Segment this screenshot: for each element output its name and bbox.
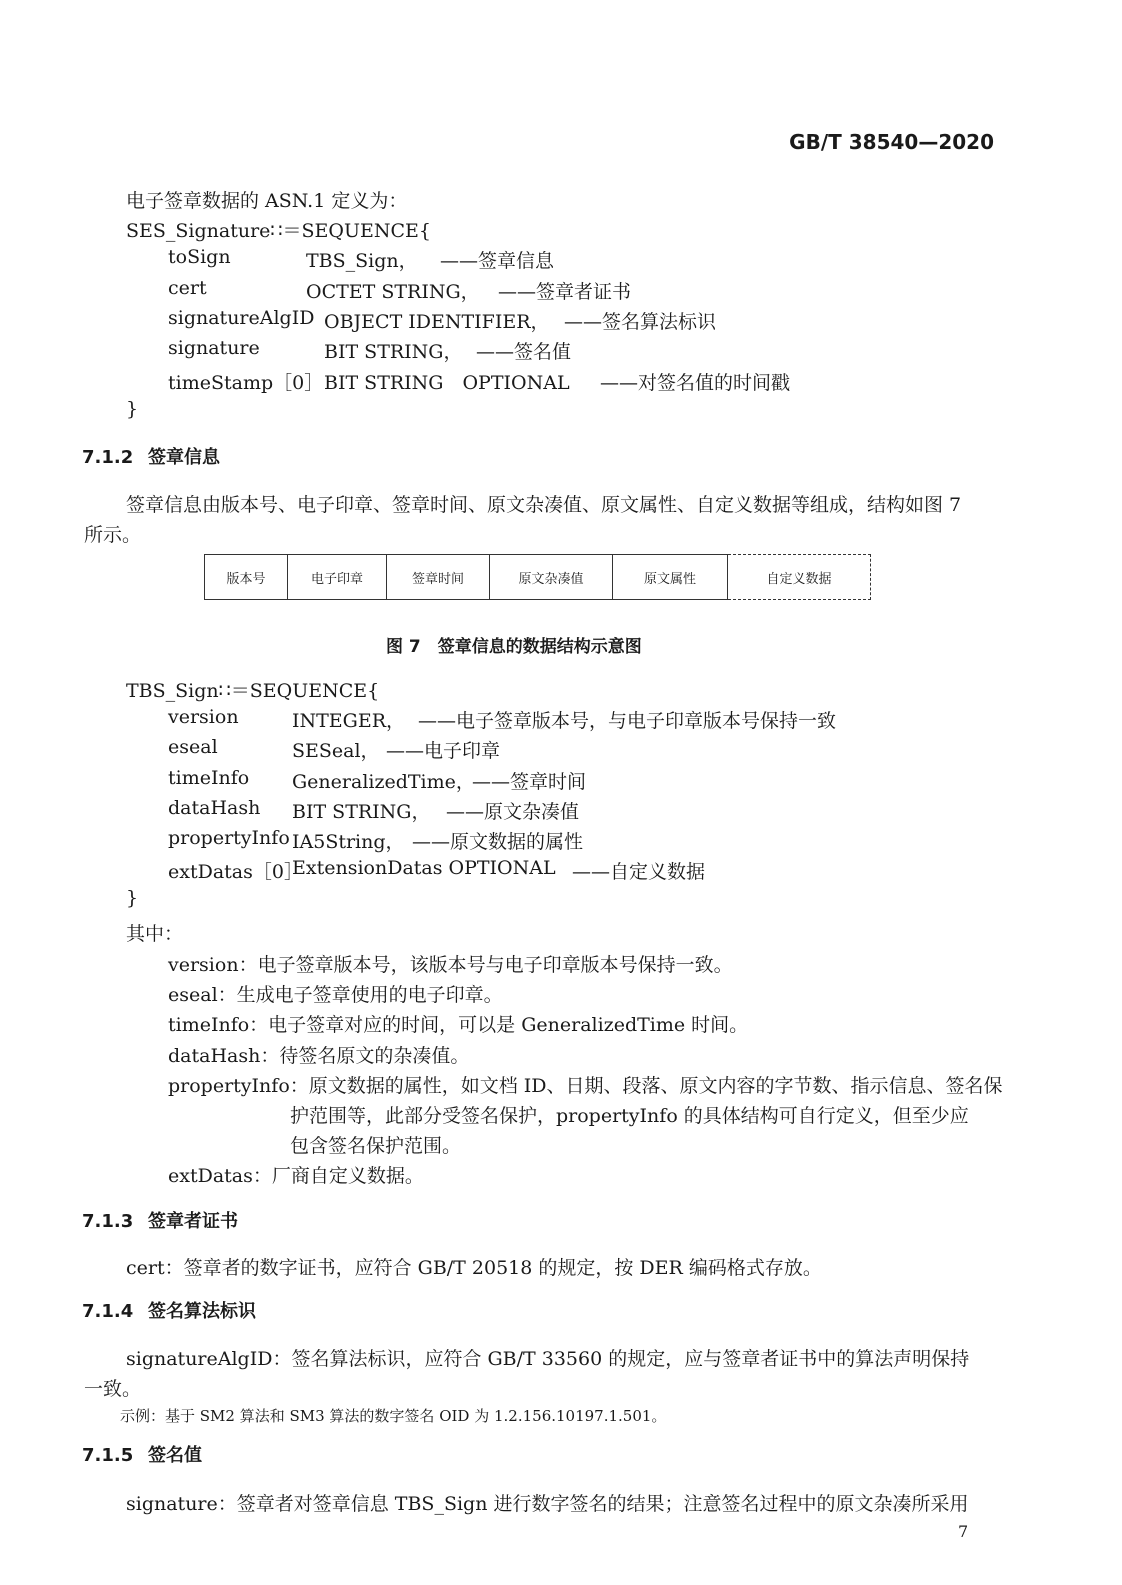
- figure-caption: 图 7 签章信息的数据结构示意图: [386, 637, 642, 657]
- tbs-field-comment: ——自定义数据: [572, 861, 706, 883]
- ses-field-comment: ——签章者证书: [498, 281, 632, 303]
- ses-signature-close: }: [126, 398, 139, 420]
- paragraph: 签章信息由版本号、电子印章、签章时间、原文杂凑值、原文属性、自定义数据等组成，结构如图 7: [126, 494, 962, 516]
- ses-field-comment: ——签章信息: [440, 250, 555, 272]
- diagram-cell-version: 版本号: [205, 555, 288, 600]
- diagram-cell-property: 原文属性: [613, 555, 728, 600]
- tbs-sign-close: }: [126, 887, 139, 909]
- where-item: timeInfo：电子签章对应的时间，可以是 GeneralizedTime 时间。: [168, 1014, 749, 1036]
- ses-field-comment: ——签名值: [476, 341, 572, 363]
- section-number: 7.1.2: [82, 447, 134, 468]
- paragraph-continuation: 一致。: [84, 1378, 142, 1400]
- tbs-field-comment: ——签章时间: [472, 771, 587, 793]
- ses-field-name: signature: [168, 337, 260, 359]
- standard-id: GB/T 38540—2020: [789, 130, 994, 154]
- section-title: 签章者证书: [148, 1211, 238, 1232]
- ses-field-comment: ——对签名值的时间戳: [600, 372, 791, 394]
- ses-field-comment: ——签名算法标识: [564, 311, 717, 333]
- diagram-cell-ext-data: 自定义数据: [728, 555, 871, 600]
- paragraph-continuation: 所示。: [84, 524, 142, 546]
- ses-field-name: toSign: [168, 246, 231, 268]
- tbs-field-comment: ——电子印章: [386, 740, 501, 762]
- ses-field-name: timeStamp［0］: [168, 372, 324, 394]
- tbs-field-name: extDatas［0］: [168, 861, 303, 883]
- ses-field-type: TBS_Sign，: [306, 250, 418, 272]
- where-item-continuation: 包含签名保护范围。: [290, 1135, 462, 1157]
- where-item: extDatas：厂商自定义数据。: [168, 1165, 424, 1187]
- tbs-field-name: version: [168, 706, 239, 728]
- section-heading-7-1-5: [82, 1441, 202, 1467]
- tbs-field-type: IA5String，: [292, 831, 405, 853]
- where-item-continuation: 护范围等，此部分受签名保护，propertyInfo 的具体结构可自行定义，但至少应: [290, 1105, 969, 1127]
- ses-signature-open: SES_Signature∷＝SEQUENCE{: [126, 220, 431, 242]
- ses-field-name: cert: [168, 277, 207, 299]
- paragraph: cert：签章者的数字证书，应符合 GB/T 20518 的规定，按 DER 编码格式存放。: [126, 1257, 822, 1279]
- section-heading-7-1-3: [82, 1207, 238, 1233]
- section-title: 签名值: [148, 1445, 202, 1466]
- section-number: 7.1.5: [82, 1445, 134, 1466]
- page-number: 7: [958, 1522, 969, 1541]
- example-note: 示例：基于 SM2 算法和 SM3 算法的数字签名 OID 为 1.2.156.10197.1.501。: [120, 1407, 667, 1425]
- section-title: 签章信息: [148, 447, 220, 468]
- diagram-cell-sign-time: 签章时间: [387, 555, 490, 600]
- section-number: 7.1.4: [82, 1301, 134, 1322]
- tbs-field-name: propertyInfo: [168, 827, 290, 849]
- section-heading-7-1-2: [82, 443, 220, 469]
- where-item: eseal：生成电子签章使用的电子印章。: [168, 984, 503, 1006]
- figure-7-structure-diagram: [204, 554, 871, 600]
- ses-field-type: OCTET STRING，: [306, 281, 480, 303]
- where-label: 其中：: [126, 923, 184, 945]
- ses-field-type: BIT STRING OPTIONAL: [324, 372, 570, 394]
- ses-field-name: signatureAlgID: [168, 307, 315, 329]
- diagram-cell-data-hash: 原文杂凑值: [490, 555, 613, 600]
- tbs-field-type: BIT STRING，: [292, 801, 431, 823]
- asn1-intro: 电子签章数据的 ASN.1 定义为：: [126, 190, 408, 212]
- tbs-field-comment: ——电子签章版本号，与电子印章版本号保持一致: [418, 710, 837, 732]
- paragraph: signature：签章者对签章信息 TBS_Sign 进行数字签名的结果；注意签名过程中的原文杂凑所采用: [126, 1493, 969, 1515]
- where-item: version：电子签章版本号，该版本号与电子印章版本号保持一致。: [168, 954, 733, 976]
- tbs-field-name: dataHash: [168, 797, 261, 819]
- section-title: 签名算法标识: [148, 1301, 256, 1322]
- tbs-field-comment: ——原文数据的属性: [412, 831, 584, 853]
- paragraph: signatureAlgID：签名算法标识，应符合 GB/T 33560 的规定，应与签章者证书中的算法声明保持: [126, 1348, 970, 1370]
- tbs-field-name: eseal: [168, 736, 218, 758]
- where-item: propertyInfo：原文数据的属性，如文档 ID、日期、段落、原文内容的字节数、指示信息、签名保: [168, 1075, 1003, 1097]
- diagram-cell-eseal: 电子印章: [288, 555, 387, 600]
- section-heading-7-1-4: [82, 1297, 256, 1323]
- tbs-field-comment: ——原文杂凑值: [446, 801, 580, 823]
- tbs-field-type: INTEGER，: [292, 710, 406, 732]
- tbs-field-name: timeInfo: [168, 767, 250, 789]
- where-item: dataHash：待签名原文的杂凑值。: [168, 1045, 470, 1067]
- ses-field-type: BIT STRING，: [324, 341, 463, 363]
- tbs-field-type: SESeal，: [292, 740, 380, 762]
- tbs-field-type: GeneralizedTime，: [292, 771, 475, 793]
- ses-field-type: OBJECT IDENTIFIER，: [324, 311, 550, 333]
- section-number: 7.1.3: [82, 1211, 134, 1232]
- tbs-sign-open: TBS_Sign∷＝SEQUENCE{: [126, 680, 380, 702]
- tbs-field-type: ExtensionDatas OPTIONAL: [292, 857, 556, 879]
